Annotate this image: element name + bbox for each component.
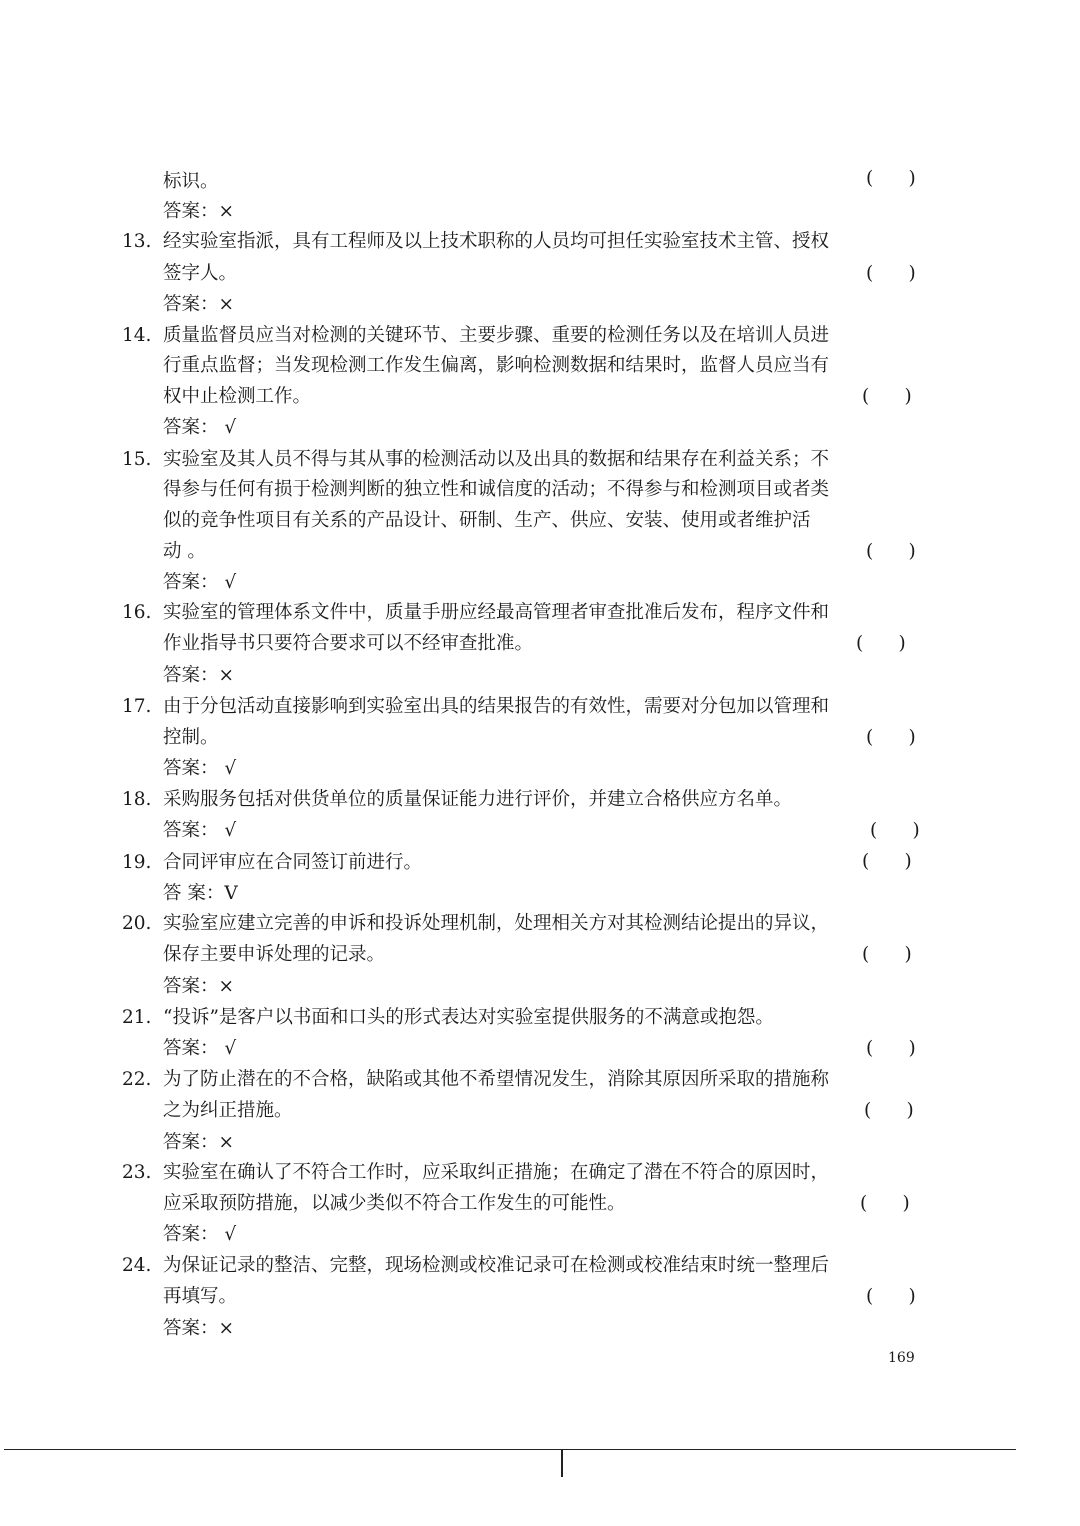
- item-17-line-1: 由于分包活动直接影响到实验室出具的结果报告的有效性，需要对分包加以管理和: [163, 696, 830, 717]
- item-15-number: 15.: [122, 449, 152, 470]
- answer-blank: ( ): [860, 1193, 910, 1214]
- item-14-line-3: 权中止检测工作。: [163, 386, 312, 407]
- item-22-line-2: 之为纠正措施。: [163, 1100, 293, 1121]
- answer-16: 答案：×: [163, 665, 235, 686]
- item-21-number: 21.: [122, 1007, 152, 1028]
- answer-blank: ( ): [866, 168, 916, 189]
- footer-rule: [4, 1449, 1016, 1450]
- item-16-line-1: 实验室的管理体系文件中，质量手册应经最高管理者审查批准后发布，程序文件和: [163, 602, 830, 623]
- answer-blank: ( ): [864, 1100, 914, 1121]
- answer-blank: ( ): [866, 1038, 916, 1059]
- answer-blank: ( ): [856, 633, 906, 654]
- item-15-line-4: 动 。: [163, 541, 206, 562]
- item-23-number: 23.: [122, 1162, 152, 1183]
- item-24-number: 24.: [122, 1255, 152, 1276]
- item-23-line-2: 应采取预防措施，以减少类似不符合工作发生的可能性。: [163, 1193, 626, 1214]
- item-18-number: 18.: [122, 789, 152, 810]
- answer-blank: ( ): [866, 541, 916, 562]
- answer-22: 答案：×: [163, 1132, 235, 1153]
- item-17-number: 17.: [122, 696, 152, 717]
- item-18-line-1: 采购服务包括对供货单位的质量保证能力进行评价，并建立合格供应方名单。: [163, 789, 793, 810]
- item-15-line-1: 实验室及其人员不得与其从事的检测活动以及出具的数据和结果存在利益关系；不: [163, 449, 830, 470]
- answer-20: 答案：×: [163, 976, 235, 997]
- item-15-line-3: 似的竞争性项目有关系的产品设计、研制、生产、供应、安装、使用或者维护活: [163, 510, 811, 531]
- answer-13: 答案：×: [163, 294, 235, 315]
- answer-14: 答案： √: [163, 417, 237, 438]
- answer-blank: ( ): [862, 944, 912, 965]
- answer-blank: ( ): [862, 386, 912, 407]
- item-14-line-2: 行重点监督；当发现检测工作发生偏离，影响检测数据和结果时，监督人员应当有: [163, 355, 830, 376]
- page-number: 169: [888, 1350, 915, 1366]
- answer-blank: ( ): [862, 851, 912, 872]
- item-17-line-2: 控制。: [163, 727, 219, 748]
- item-23-line-1: 实验室在确认了不符合工作时，应采取纠正措施；在确定了潜在不符合的原因时，: [163, 1162, 830, 1183]
- answer-15: 答案： √: [163, 572, 237, 593]
- item-14-number: 14.: [122, 325, 152, 346]
- answer-blank: ( ): [870, 820, 920, 841]
- answer-blank: ( ): [866, 263, 916, 284]
- item-13-number: 13.: [122, 231, 152, 252]
- item-22-number: 22.: [122, 1069, 152, 1090]
- item-19-number: 19.: [122, 852, 152, 873]
- item-19-line-1: 合同评审应在合同签订前进行。: [163, 852, 423, 873]
- center-tick-mark: [561, 1449, 563, 1477]
- answer-blank: ( ): [866, 727, 916, 748]
- answer-17: 答案： √: [163, 758, 237, 779]
- answer-12: 答案：×: [163, 201, 235, 222]
- item-21-line-1: “投诉”是客户以书面和口头的形式表达对实验室提供服务的不满意或抱怨。: [163, 1007, 774, 1028]
- item-13-line-2: 签字人。: [163, 263, 238, 284]
- answer-21: 答案： √: [163, 1038, 237, 1059]
- answer-18: 答案： √: [163, 820, 237, 841]
- item-24-line-1: 为保证记录的整洁、完整，现场检测或校准记录可在检测或校准结束时统一整理后: [163, 1255, 830, 1276]
- item-14-line-1: 质量监督员应当对检测的关键环节、主要步骤、重要的检测任务以及在培训人员进: [163, 325, 830, 346]
- item-20-line-1: 实验室应建立完善的申诉和投诉处理机制，处理相关方对其检测结论提出的异议，: [163, 913, 830, 934]
- answer-blank: ( ): [866, 1286, 916, 1307]
- answer-19: 答 案：V: [163, 883, 238, 904]
- item-16-number: 16.: [122, 602, 152, 623]
- item-20-number: 20.: [122, 913, 152, 934]
- item-22-line-1: 为了防止潜在的不合格，缺陷或其他不希望情况发生，消除其原因所采取的措施称: [163, 1069, 830, 1090]
- item-16-line-2: 作业指导书只要符合要求可以不经审查批准。: [163, 633, 534, 654]
- item-13-line-1: 经实验室指派，具有工程师及以上技术职称的人员均可担任实验室技术主管、授权: [163, 231, 830, 252]
- answer-23: 答案： √: [163, 1224, 237, 1245]
- item-15-line-2: 得参与任何有损于检测判断的独立性和诚信度的活动；不得参与和检测项目或者类: [163, 479, 830, 500]
- item-24-line-2: 再填写。: [163, 1286, 238, 1307]
- item-12-continuation: 标识。: [163, 171, 219, 192]
- answer-24: 答案：×: [163, 1318, 235, 1339]
- item-20-line-2: 保存主要申诉处理的记录。: [163, 944, 386, 965]
